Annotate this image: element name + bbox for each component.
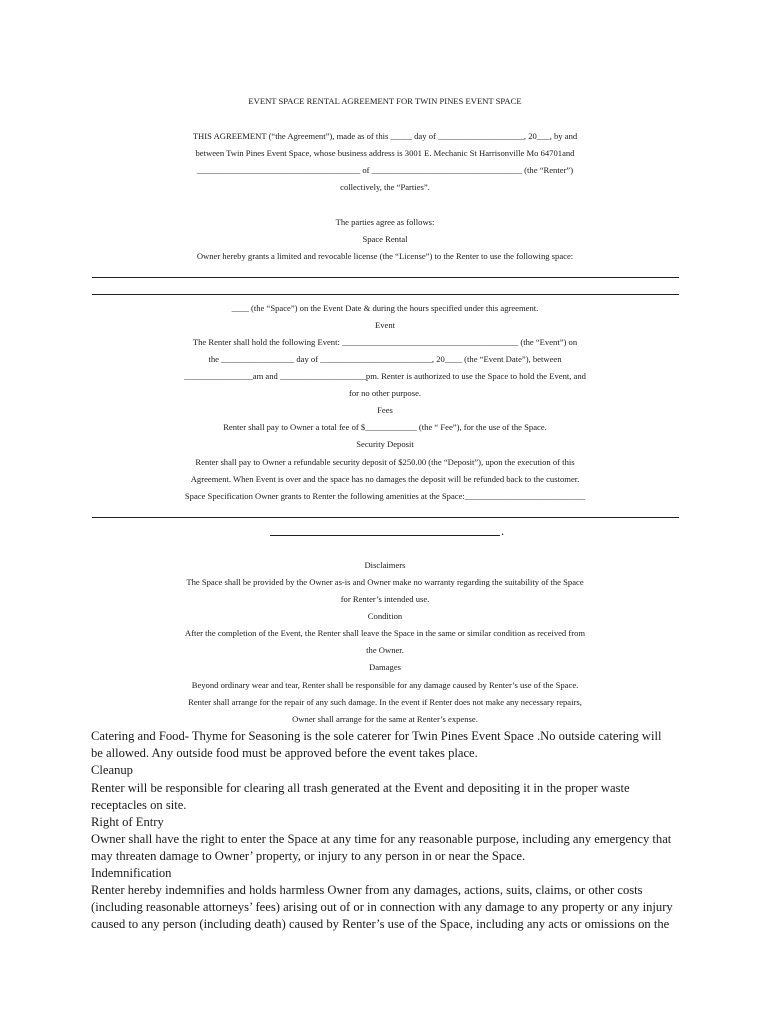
damages-line-2: Renter shall arrange for the repair of any such damage. In the event if Renter does not make any necessary repairs,: [188, 697, 582, 707]
blank-line: [92, 277, 679, 278]
damages-line-1: Beyond ordinary wear and tear, Renter shall be responsible for any damage caused by Renter’s use of the Space.: [191, 680, 579, 690]
catering-line-1: Catering and Food- Thyme for Seasoning is the sole caterer for Twin Pines Event Space .No outside catering will: [91, 729, 662, 743]
intro-line-3: ______________________________________ of ___________________________________ (the “Renter”): [196, 165, 574, 175]
entry-line-2: may threaten damage to Owner’ property, or injury to any person in or near the Space.: [91, 849, 526, 863]
deposit-line-2: Agreement. When Event is over and the space has no damages the deposit will be refunded back to the customer.: [190, 474, 580, 484]
intro-line-2: between Twin Pines Event Space, whose business address is 3001 E. Mechanic St Harrisonville Mo 64701and: [195, 148, 575, 158]
event-line-3: ________________am and ____________________pm. Renter is authorized to use the Space to hold the Event, and: [184, 371, 586, 381]
disclaimers-line-2: for Renter’s intended use.: [340, 594, 430, 604]
cleanup-line-1: Renter will be responsible for clearing all trash generated at the Event and depositing it in the proper waste: [91, 781, 630, 795]
space-rental-heading: Space Rental: [362, 234, 408, 244]
space-rental-text: Owner hereby grants a limited and revocable license (the “License”) to the Renter to use the following space:: [196, 251, 574, 261]
condition-line-2: the Owner.: [366, 645, 404, 655]
intro-line-1: THIS AGREEMENT (“the Agreement”), made as of this _____ day of ____________________, 20___, by and: [192, 131, 578, 141]
blank-line: [92, 294, 679, 295]
damages-heading: Damages: [369, 662, 401, 672]
fees-heading: Fees: [377, 405, 393, 415]
condition-heading: Condition: [367, 611, 403, 621]
indemnification-line-1: Renter hereby indemnifies and holds harmless Owner from any damages, actions, suits, claims, or other costs: [91, 883, 643, 897]
disclaimers-line-1: The Space shall be provided by the Owner as-is and Owner make no warranty regarding the suitability of the Space: [186, 577, 584, 587]
disclaimers-heading: Disclaimers: [364, 560, 406, 570]
cleanup-heading: Cleanup: [91, 763, 133, 777]
cleanup-line-2: receptacles on site.: [91, 798, 187, 812]
event-heading: Event: [374, 320, 396, 330]
blank-line-period: .: [501, 524, 505, 538]
event-line-1: The Renter shall hold the following Event: _________________________________________ (the “Event”) on: [192, 337, 578, 347]
event-line-2: the _________________ day of __________________________, 20____ (the “Event Date”), between: [208, 354, 562, 364]
condition-line-1: After the completion of the Event, the Renter shall leave the Space in the same or similar condition as received from: [184, 628, 586, 638]
entry-line-1: Owner shall have the right to enter the Space at any time for any reasonable purpose, including any emergency that: [91, 832, 672, 846]
blank-line-short: [270, 535, 500, 536]
indemnification-line-2: (including reasonable attorneys’ fees) arising out of or in connection with any damage to any property or any injury: [91, 900, 673, 914]
intro-line-4: collectively, the “Parties”.: [340, 182, 430, 192]
deposit-line-1: Renter shall pay to Owner a refundable security deposit of $250.00 (the “Deposit”), upon the execution of this: [195, 457, 575, 467]
deposit-line-3: Space Specification Owner grants to Renter the following amenities at the Space:____________________________: [184, 491, 586, 501]
space-rental-after: ____ (the “Space”) on the Event Date & during the hours specified under this agreement.: [231, 303, 539, 313]
catering-line-2: be allowed. Any outside food must be approved before the event takes place.: [91, 746, 478, 760]
blank-line: [92, 517, 679, 518]
document-title: EVENT SPACE RENTAL AGREEMENT FOR TWIN PINES EVENT SPACE: [248, 96, 522, 106]
indemnification-line-3: caused to any person (including death) caused by Renter’s use of the Space, including any acts or omissions on the: [91, 917, 670, 931]
event-line-4: for no other purpose.: [348, 388, 422, 398]
indemnification-heading: Indemnification: [91, 866, 172, 880]
deposit-heading: Security Deposit: [356, 439, 414, 449]
agree-line: The parties agree as follows:: [335, 217, 435, 227]
fees-line-1: Renter shall pay to Owner a total fee of $____________ (the “ Fee”), for the use of the Space.: [223, 422, 547, 432]
damages-line-3: Owner shall arrange for the same at Renter’s expense.: [292, 714, 478, 724]
entry-heading: Right of Entry: [91, 815, 164, 829]
